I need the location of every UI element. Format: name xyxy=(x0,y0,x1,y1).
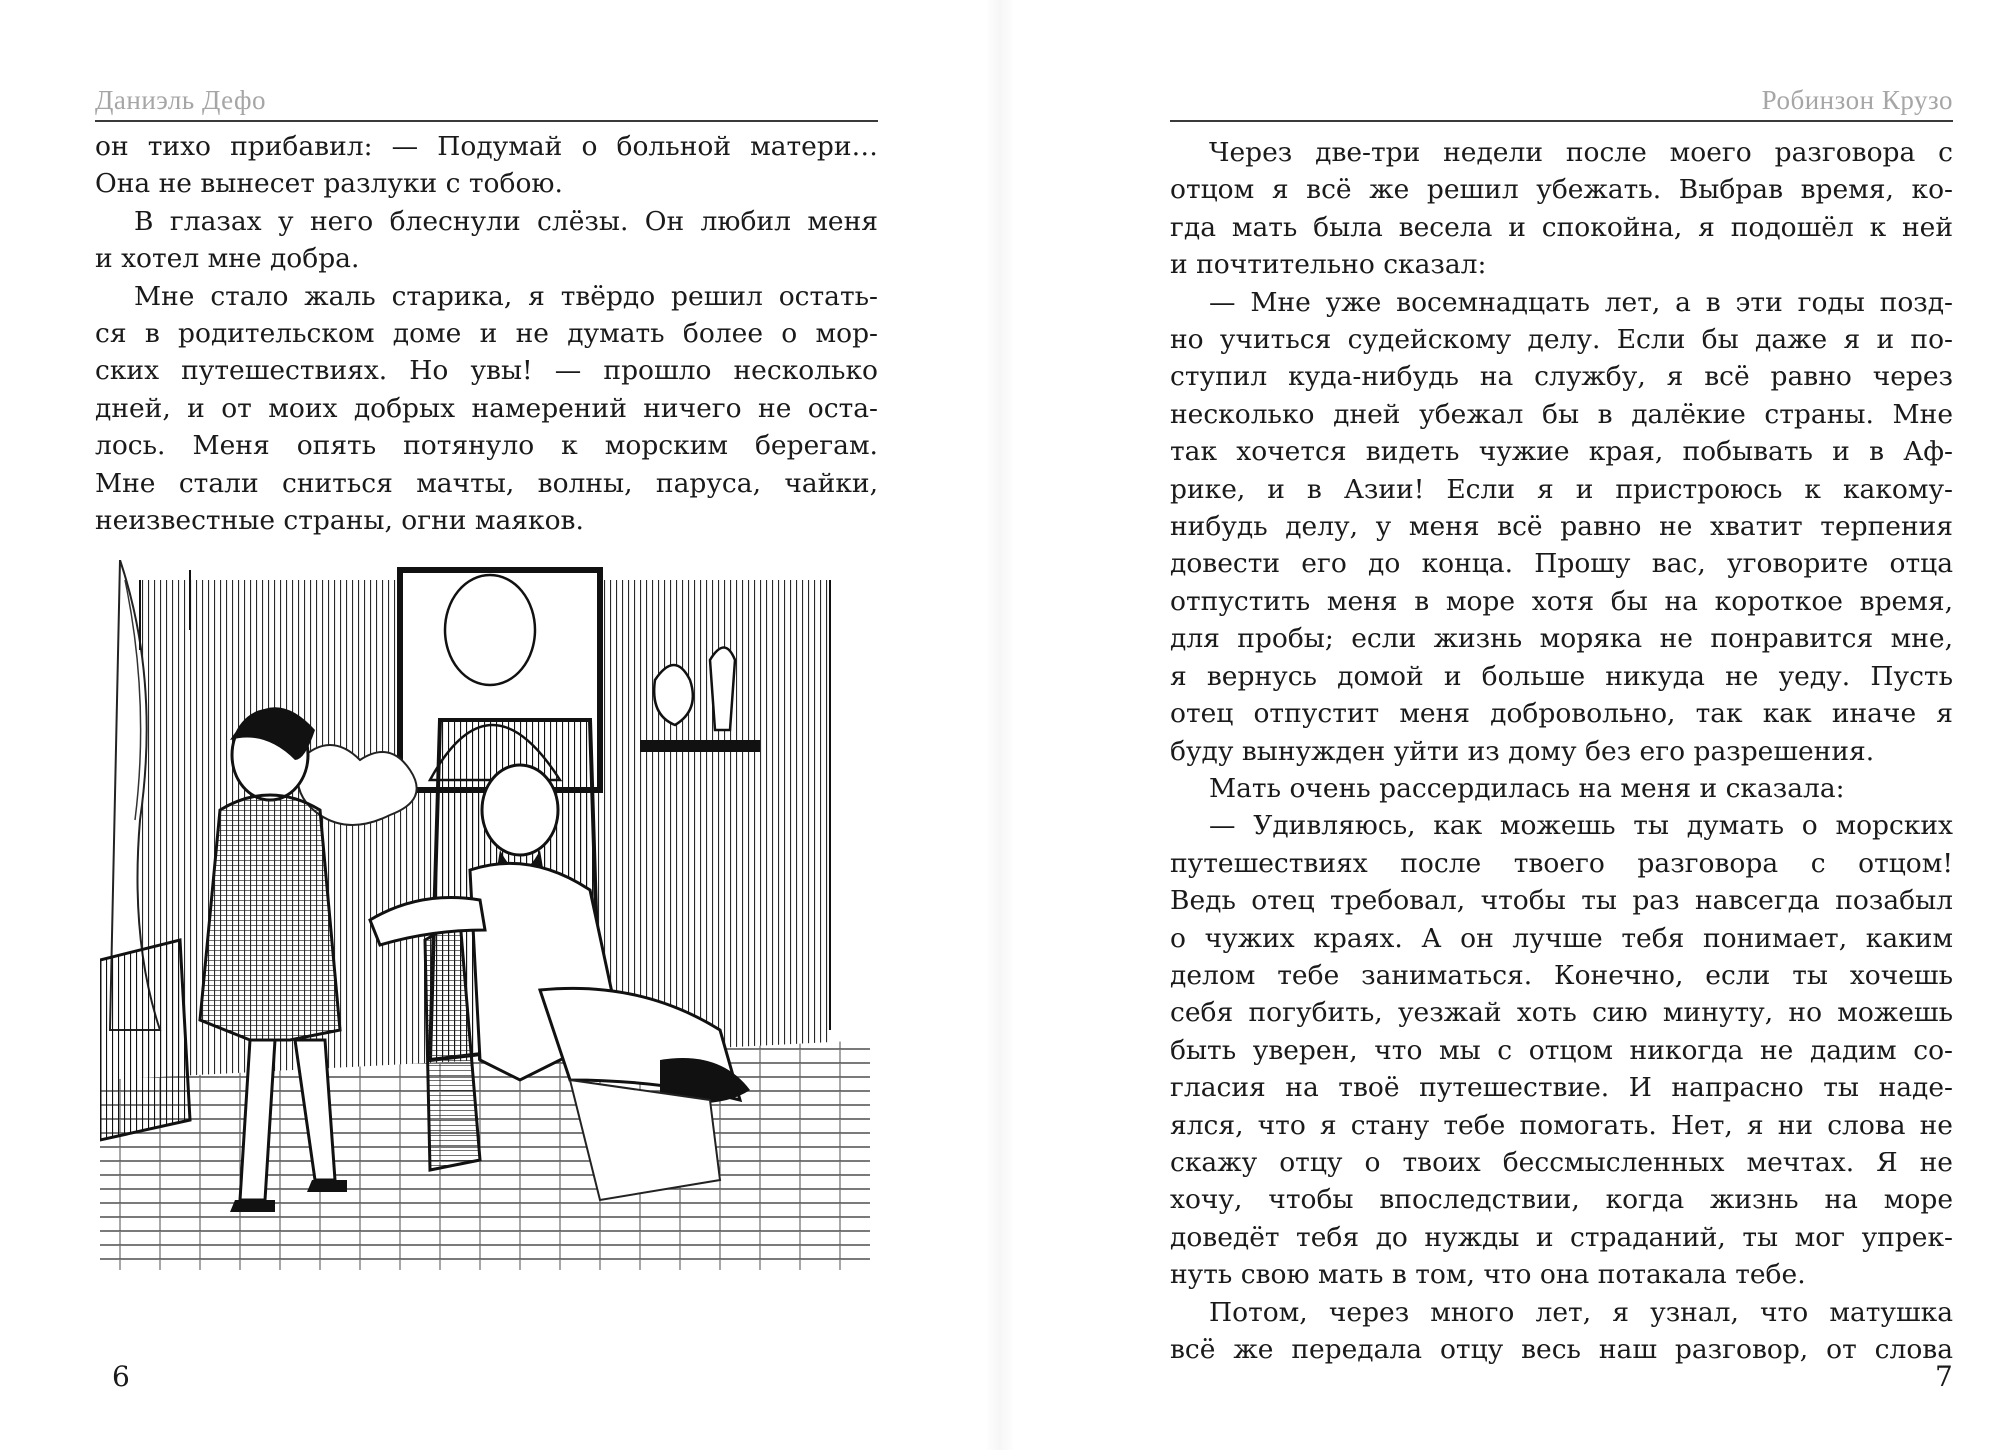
text-line: отпустить меня в море хотя бы на короткое время, xyxy=(1170,585,1953,617)
right-page-text xyxy=(1170,134,1953,1368)
text-line: гласия на твоё путешествие. И напрасно ты наде- xyxy=(1170,1072,1953,1104)
text-line: ских путешествиях. Но увы! — прошло несколько xyxy=(95,355,878,387)
text-line: всё же передала отцу весь наш разговор, от слова xyxy=(1170,1334,1953,1365)
page-number-left: 6 xyxy=(112,1360,130,1393)
text-line: скажу отцу о твоих бессмысленных мечтах. Я не xyxy=(1170,1146,1953,1178)
text-line: дней, и от моих добрых намерений ничего не оста- xyxy=(95,392,878,424)
text-line: доведёт тебя до нужды и страданий, ты мог упрек- xyxy=(1170,1221,1953,1253)
text-line: отец отпустит меня добровольно, так как иначе я xyxy=(1170,698,1953,730)
text-line: о чужих краях. А он лучше тебя понимает, каким xyxy=(1170,922,1953,954)
text-line: путешествиях после твоего разговора с отцом! xyxy=(1170,847,1953,879)
text-line: довести его до конца. Прошу вас, уговорите отца xyxy=(1170,548,1953,580)
text-line: ялся, что я стану тебе помогать. Нет, я ни слова не xyxy=(1170,1109,1953,1141)
engraving-illustration-icon xyxy=(100,560,870,1270)
text-line: гда мать была весела и спокойна, я подошёл к ней xyxy=(1170,211,1953,243)
text-line: для пробы; если жизнь моряка не понравится мне, xyxy=(1170,623,1953,655)
text-line: нуть свою мать в том, что она потакала тебе. xyxy=(1170,1259,1806,1291)
text-line: нибудь делу, у меня всё равно не хватит терпения xyxy=(1170,511,1953,543)
text-line: Потом, через много лет, я узнал, что матушка xyxy=(1209,1296,1953,1328)
page-number-right: 7 xyxy=(1935,1360,1953,1393)
running-head-right xyxy=(1170,80,1953,122)
text-line: — Удивляюсь, как можешь ты думать о морских xyxy=(1209,810,1953,842)
text-line: Ведь отец требовал, чтобы ты раз навсегда позабыл xyxy=(1170,885,1953,917)
text-line: В глазах у него блеснули слёзы. Он любил меня xyxy=(134,205,878,237)
text-line: Она не вынесет разлуки с тобою. xyxy=(95,168,563,200)
text-line: несколько дней убежал бы в далёкие страны. Мне xyxy=(1170,398,1953,430)
running-head-title: Робинзон Крузо xyxy=(1761,85,1953,115)
text-line: Мне стало жаль старика, я твёрдо решил остать- xyxy=(134,280,878,312)
text-line: и почтительно сказал: xyxy=(1170,249,1487,281)
text-line: Мне стали сниться мачты, волны, паруса, чайки, xyxy=(95,467,878,499)
text-line: и хотел мне добра. xyxy=(95,243,360,275)
text-line: ступил куда-нибудь на службу, я всё равно через xyxy=(1170,361,1953,393)
text-line: буду вынужден уйти из дому без его разрешения. xyxy=(1170,735,1875,767)
left-page-text xyxy=(95,128,878,539)
running-head-left xyxy=(95,80,878,122)
text-line: но учиться судейскому делу. Если бы даже я и по- xyxy=(1170,324,1953,356)
text-line: — Мне уже восемнадцать лет, а в эти годы позд- xyxy=(1209,286,1953,318)
text-line: делом тебе заниматься. Конечно, если ты хочешь xyxy=(1170,959,1953,991)
text-line: лось. Меня опять потянуло к морским берегам. xyxy=(95,430,878,462)
text-line: ся в родительском доме и не думать более о мор- xyxy=(95,318,878,350)
text-line: я вернусь домой и больше никуда не уеду. Пусть xyxy=(1170,660,1953,692)
text-line: отцом я всё же решил убежать. Выбрав время, ко- xyxy=(1170,174,1953,206)
text-line: неизвестные страны, огни маяков. xyxy=(95,505,584,537)
right-page xyxy=(1000,0,2000,1450)
text-line: он тихо прибавил: — Подумай о больной матери… xyxy=(95,131,878,162)
text-line: так хочется видеть чужие края, побывать и в Аф- xyxy=(1170,436,1953,468)
text-line: Мать очень рассердилась на меня и сказала: xyxy=(1209,772,1845,804)
text-line: Через две-три недели после моего разговора с xyxy=(1209,137,1953,168)
text-line: рике, и в Азии! Если я и пристроюсь к какому- xyxy=(1170,473,1953,505)
text-line: себя погубить, уезжай хоть сию минуту, но можешь xyxy=(1170,997,1953,1029)
text-line: хочу, чтобы впоследствии, когда жизнь на море xyxy=(1170,1184,1953,1216)
text-line: быть уверен, что мы с отцом никогда не дадим со- xyxy=(1170,1034,1953,1066)
running-head-author: Даниэль Дефо xyxy=(95,85,266,115)
